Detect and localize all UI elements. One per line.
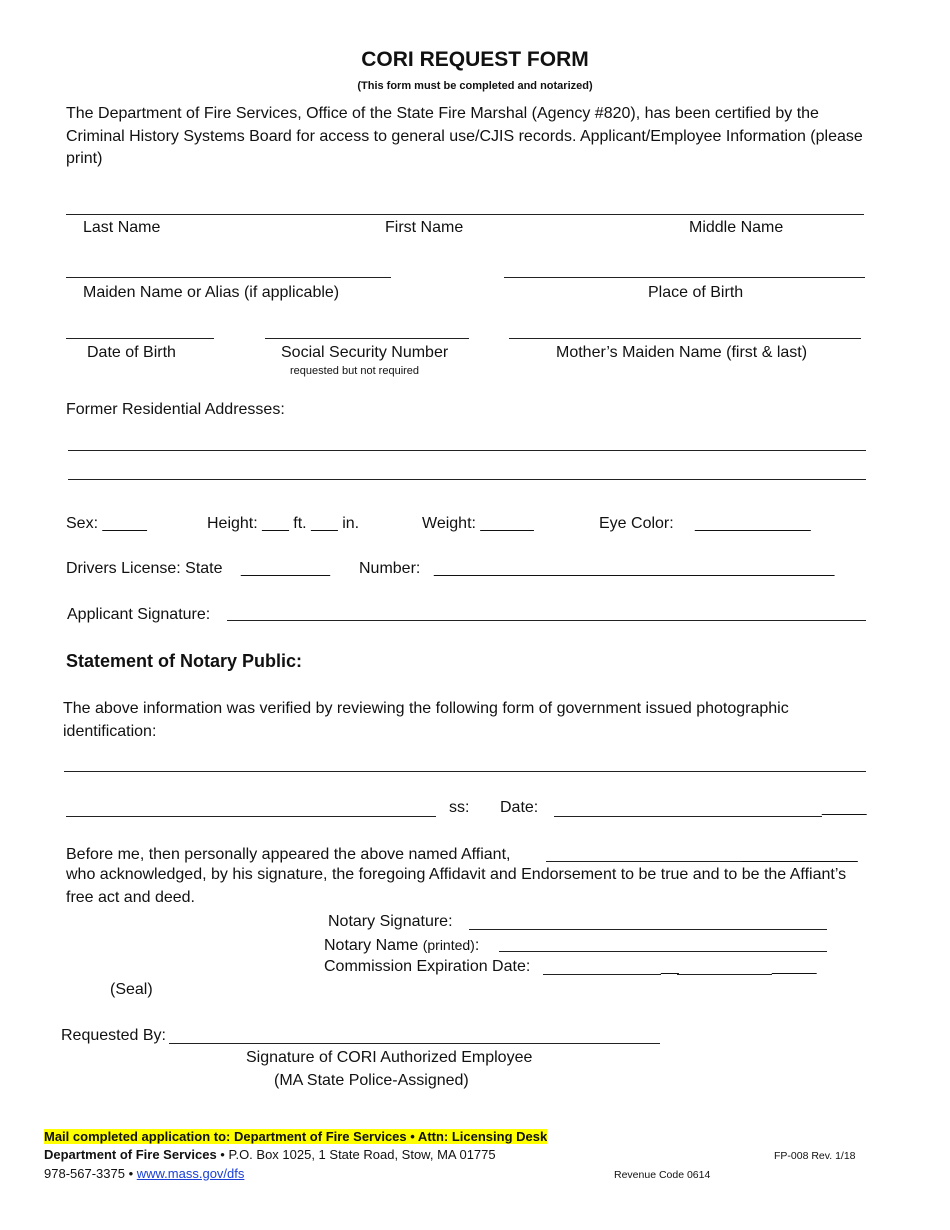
notary-name-label-text: Notary Name: [324, 937, 419, 954]
affidavit-text: who acknowledged, by his signature, the foregoing Affidavit and Endorsement to be true and to be the Affiant’s free act and deed.: [66, 866, 847, 906]
applicant-signature-field[interactable]: [227, 620, 866, 621]
affidavit-line: Before me, then personally appeared the above named Affiant,: [66, 846, 511, 863]
authorized-employee-caption: Signature of CORI Authorized Employee: [246, 1049, 533, 1066]
commission-expiration-field-2[interactable]: [677, 974, 772, 975]
maiden-name-label: Maiden Name or Alias (if applicable): [83, 284, 340, 301]
state-police-caption: (MA State Police-Assigned): [274, 1072, 469, 1089]
mail-notice-text: Mail completed application to: Department of Fire Services • Attn: Licensing Desk: [44, 1129, 548, 1144]
requested-by-signature-field[interactable]: [169, 1043, 660, 1044]
date-of-birth-label: Date of Birth: [87, 344, 176, 361]
notary-name-label: [324, 935, 479, 956]
notary-name-field[interactable]: [499, 951, 827, 952]
ss-field[interactable]: [66, 816, 436, 817]
drivers-license-state-label: Drivers License: State: [66, 560, 223, 577]
commission-expiration-tail: _____: [772, 958, 817, 975]
footer-phone: 978-567-3375 •: [44, 1166, 137, 1181]
photo-id-field[interactable]: [64, 771, 866, 772]
page-title: CORI REQUEST FORM: [361, 48, 589, 71]
drivers-license-state-field[interactable]: __________: [241, 560, 330, 577]
last-name-label: Last Name: [83, 219, 161, 236]
maiden-name-field[interactable]: [66, 277, 391, 278]
applicant-signature-label: Applicant Signature:: [67, 606, 211, 623]
footer-contact: [44, 1166, 244, 1181]
place-of-birth-label: Place of Birth: [648, 284, 744, 301]
date-label: Date:: [500, 799, 539, 816]
sex-field[interactable]: Sex: _____: [66, 515, 147, 532]
mail-notice: [44, 1128, 547, 1145]
mothers-maiden-name-label: Mother’s Maiden Name (first & last): [556, 344, 808, 361]
commission-expiration-label: Commission Expiration Date:: [324, 958, 531, 975]
footer-dept-name: Department of Fire Services: [44, 1147, 217, 1162]
height-field[interactable]: Height: ___ ft. ___ in.: [207, 515, 360, 532]
former-address-line-2[interactable]: [68, 479, 866, 480]
ssn-label: Social Security Number: [281, 344, 449, 361]
full-name-field[interactable]: [66, 214, 864, 215]
mothers-maiden-name-field[interactable]: [509, 338, 861, 339]
notary-name-colon: :: [474, 937, 480, 954]
notary-signature-label: Notary Signature:: [328, 913, 453, 930]
notary-signature-field[interactable]: [469, 929, 827, 930]
eye-color-label: Eye Color:: [599, 515, 674, 532]
affiant-name-tail: _____________: [742, 846, 858, 863]
eye-color-field[interactable]: _____________: [695, 515, 811, 532]
ssn-note: requested but not required: [290, 365, 420, 377]
form-number: FP-008 Rev. 1/18: [774, 1150, 856, 1162]
intro-paragraph: The Department of Fire Services, Office of the State Fire Marshal (Agency #820), has been certified by the Criminal History Systems Board for access to general use/CJIS records. Applicant/Employee Information (please print): [66, 105, 863, 167]
notary-name-printed-note: (printed): [422, 937, 475, 953]
former-addresses-label: Former Residential Addresses:: [66, 401, 285, 418]
ssn-field[interactable]: [265, 338, 469, 339]
notary-verify-text: The above information was verified by reviewing the following form of government issued photographic identification:: [63, 700, 789, 740]
notary-heading: Statement of Notary Public:: [66, 651, 303, 671]
place-of-birth-field[interactable]: [504, 277, 865, 278]
affiant-name-field[interactable]: [546, 861, 742, 862]
middle-name-label: Middle Name: [689, 219, 784, 236]
date-field-tail: _____: [822, 799, 867, 816]
license-number-field[interactable]: _____________________________________________: [434, 560, 835, 577]
footer-website-link[interactable]: www.mass.gov/dfs: [136, 1166, 245, 1181]
commission-expiration-mid: __: [661, 958, 679, 975]
footer-address: [44, 1147, 496, 1162]
revenue-code: Revenue Code 0614: [614, 1169, 711, 1181]
seal-label: (Seal): [110, 981, 153, 998]
requested-by-label: Requested By:: [61, 1027, 166, 1044]
page-subtitle: (This form must be completed and notarized): [357, 80, 593, 92]
date-field[interactable]: [554, 816, 822, 817]
commission-expiration-field[interactable]: [543, 974, 661, 975]
former-address-line-1[interactable]: [68, 450, 866, 451]
first-name-label: First Name: [385, 219, 464, 236]
date-of-birth-field[interactable]: [66, 338, 214, 339]
license-number-label: Number:: [359, 560, 421, 577]
ss-label: ss:: [449, 799, 470, 816]
footer-address-text: • P.O. Box 1025, 1 State Road, Stow, MA 01775: [216, 1147, 496, 1162]
weight-field[interactable]: Weight: ______: [422, 515, 534, 532]
